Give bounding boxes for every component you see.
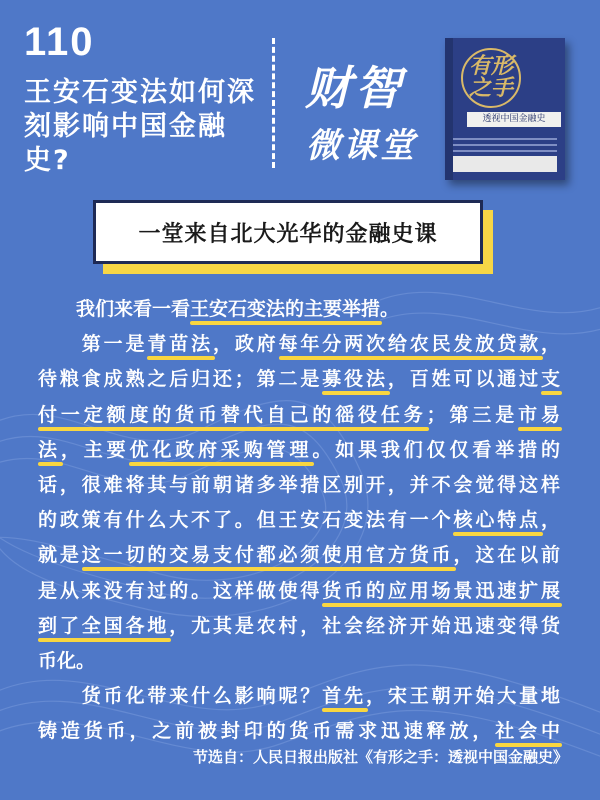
source-citation: 节选自：人民日报出版社《有形之手：透视中国金融史》 [192, 748, 568, 766]
book-cover-text-lines [453, 134, 557, 156]
article-body [38, 292, 560, 749]
article-line: 法，主要优化政府采购管理。如果我们仅仅看举措的 [38, 438, 560, 461]
article-line: 铸造货币，之前被封印的货币需求迅速释放，社会中 [38, 720, 560, 743]
article-line: 待粮食成熟之后归还；第二是募役法，百姓可以通过支 [38, 368, 560, 391]
article-line: 币化。 [38, 649, 96, 672]
book-spine [445, 38, 453, 180]
header-divider [272, 38, 275, 168]
article-line: 货币化带来什么影响呢？首先，宋王朝开始大量地 [81, 685, 560, 708]
book-cover-author-band [453, 156, 557, 172]
lesson-title [24, 76, 274, 178]
course-banner: 一堂来自北大光华的金融史课 [93, 200, 483, 264]
brand-subtitle: 微课堂 [306, 126, 417, 166]
book-cover-logo: 有形之手 [461, 48, 521, 108]
article-line: 到了全国各地，尤其是农村，社会经济开始迅速变得货 [38, 614, 560, 637]
title-line-2: 刻影响中国金融 [24, 111, 227, 142]
article-line: 就是这一切的交易支付都必须使用官方货币，这在以前 [38, 544, 560, 567]
article-line: 是从来没有过的。这样做使得货币的应用场景迅速扩展 [38, 579, 560, 602]
article-line: 第一是青苗法，政府每年分两次给农民发放贷款， [81, 333, 560, 356]
article-line: 我们来看一看王安石变法的主要举措。 [76, 298, 400, 320]
article-line: 付一定额度的货币替代自己的徭役任务；第三是市易 [38, 403, 560, 426]
title-line-1: 王安石变法如何深 [24, 77, 256, 108]
book-cover [445, 38, 565, 180]
title-line-3: 史? [24, 145, 71, 176]
article-line: 话，很难将其与前朝诸多举措区别开，并不会觉得这样 [38, 473, 560, 496]
lesson-number: 110 [24, 20, 95, 64]
article-line: 的政策有什么大不了。但王安石变法有一个核心特点， [38, 509, 560, 532]
brand-name: 财智 [305, 61, 405, 115]
book-cover-title: 透视中国金融史 [467, 112, 561, 127]
